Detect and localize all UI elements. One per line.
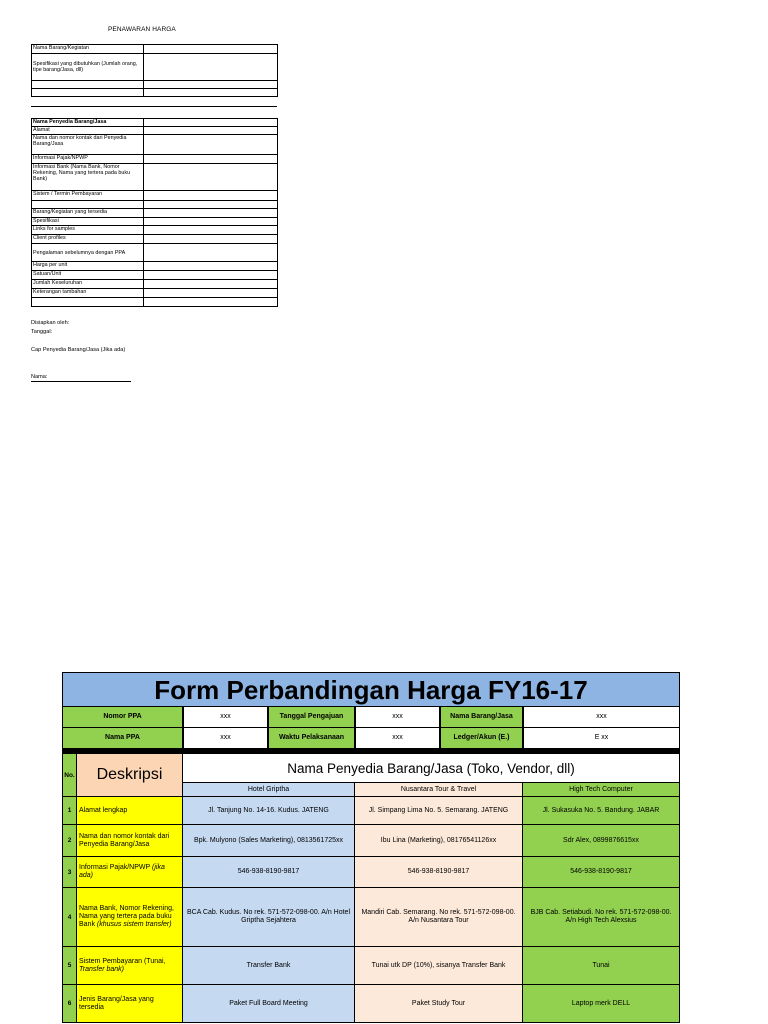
field-label: Pengalaman sebelumnya dengan PPA (32, 244, 144, 262)
prepared-by-label: Disiapkan oleh: (31, 320, 70, 326)
field-value[interactable] (144, 226, 278, 235)
field-label: Barang/Kegiatan yang tersedia (32, 209, 144, 218)
row-description: Sistem Pembayaran (Tunai, Transfer bank) (77, 947, 183, 985)
field-label: Nama Penyedia Barang/Jasa (32, 119, 144, 127)
row-number: 4 (62, 888, 77, 947)
field-label (32, 298, 144, 307)
row-description: Nama dan nomor kontak dari Penyedia Barang/Jasa (77, 825, 183, 857)
field-value[interactable] (144, 54, 278, 81)
field-value[interactable] (144, 81, 278, 89)
vendor-1-value[interactable]: Paket Full Board Meeting (183, 985, 355, 1023)
field-label: Informasi Bank (Nama Bank, Nomor Rekening, Nama yang tertera pada buku Bank) (32, 164, 144, 191)
nama-barang-value[interactable]: xxx (523, 707, 680, 728)
field-value[interactable] (144, 201, 278, 209)
row-description: Nama Bank, Nomor Rekening, Nama yang tertera pada buku Bank (khusus sistem transfer) (77, 888, 183, 947)
nomor-ppa-label: Nomor PPA (62, 707, 183, 728)
price-comparison-form (62, 672, 680, 1023)
waktu-label: Waktu Pelaksanaan (268, 728, 355, 749)
field-value[interactable] (144, 119, 278, 127)
vendor-3-value[interactable]: Laptop merk DELL (523, 985, 680, 1023)
field-value[interactable] (144, 235, 278, 244)
field-label: Alamat (32, 127, 144, 135)
field-value[interactable] (144, 262, 278, 271)
field-value[interactable] (144, 298, 278, 307)
vendor-1-value[interactable]: Jl. Tanjung No. 14-16. Kudus. JATENG (183, 797, 355, 825)
field-label: Keterangan tambahan (32, 289, 144, 298)
field-label: Jumlah Keseluruhan (32, 280, 144, 289)
nama-ppa-value[interactable]: xxx (183, 728, 268, 749)
field-value[interactable] (144, 191, 278, 201)
vendor-3-value[interactable]: Jl. Sukasuka No. 5. Bandung. JABAR (523, 797, 680, 825)
no-header: No. (62, 754, 77, 797)
field-label (32, 81, 144, 89)
vendor-2-value[interactable]: Mandiri Cab. Semarang. No rek. 571-572-098-00. A/n Nusantara Tour (355, 888, 523, 947)
row-description: Alamat lengkap (77, 797, 183, 825)
nomor-ppa-value[interactable]: xxx (183, 707, 268, 728)
comparison-title: Form Perbandingan Harga FY16-17 (62, 672, 680, 707)
field-value[interactable] (144, 289, 278, 298)
row-number: 3 (62, 857, 77, 888)
row-number: 5 (62, 947, 77, 985)
field-value[interactable] (144, 218, 278, 226)
form-title: PENAWARAN HARGA (108, 26, 176, 33)
field-value[interactable] (144, 45, 278, 54)
vendor-1-value[interactable]: Transfer Bank (183, 947, 355, 985)
vendor-2-value[interactable]: Paket Study Tour (355, 985, 523, 1023)
vendor-3-value[interactable]: Tunai (523, 947, 680, 985)
ledger-value[interactable]: E xx (523, 728, 680, 749)
vendor-2-value[interactable]: Ibu Lina (Marketing), 08176541126xx (355, 825, 523, 857)
field-label: Satuan/Unit (32, 271, 144, 280)
row-description: Informasi Pajak/NPWP (jika ada) (77, 857, 183, 888)
vendor-2-value[interactable]: Tunai utk DP (10%), sisanya Transfer Bank (355, 947, 523, 985)
signature-line (31, 381, 131, 382)
comparison-table (62, 754, 680, 1023)
item-request-table (31, 44, 278, 97)
field-label: Informasi Pajak/NPWP (32, 155, 144, 164)
vendor-2-value[interactable]: 546-938-8190-9817 (355, 857, 523, 888)
field-label (32, 201, 144, 209)
ledger-label: Ledger/Akun (E.) (440, 728, 523, 749)
field-value[interactable] (144, 89, 278, 97)
field-label: Client profiles (32, 235, 144, 244)
field-value[interactable] (144, 244, 278, 262)
date-label: Tanggal: (31, 329, 53, 335)
vendor-info-table (31, 118, 278, 307)
row-description: Jenis Barang/Jasa yang tersedia (77, 985, 183, 1023)
field-label: Sistem / Termin Pembayaran (32, 191, 144, 201)
field-label: Harga per unit (32, 262, 144, 271)
vendor-2-value[interactable]: Jl. Simpang Lima No. 5. Semarang. JATENG (355, 797, 523, 825)
field-value[interactable] (144, 135, 278, 155)
field-label: Spesifikasi yang dibutuhkan (Jumlah orang, tipe barang/Jasa, dll) (32, 54, 144, 81)
vendor-1-value[interactable]: Bpk. Mulyono (Sales Marketing), 0813561725xx (183, 825, 355, 857)
field-label: Spesifikasi (32, 218, 144, 226)
row-number: 6 (62, 985, 77, 1023)
vendor-name-1: Hotel Griptha (183, 783, 355, 797)
nama-barang-label: Nama Barang/Jasa (440, 707, 523, 728)
field-value[interactable] (144, 164, 278, 191)
tanggal-value[interactable]: xxx (355, 707, 440, 728)
vendor-3-value[interactable]: BJB Cab. Setiabudi. No rek. 571-572-098-00. A/n High Tech Alexsius (523, 888, 680, 947)
stamp-label: Cap Penyedia Barang/Jasa (Jika ada) (31, 347, 126, 353)
field-label: Nama dan nomor kontak dari Penyedia Barang/Jasa (32, 135, 144, 155)
field-label: Links for samples (32, 226, 144, 235)
deskripsi-header: Deskripsi (77, 754, 183, 797)
waktu-value[interactable]: xxx (355, 728, 440, 749)
vendor-group-header: Nama Penyedia Barang/Jasa (Toko, Vendor, dll) (183, 754, 680, 783)
field-value[interactable] (144, 280, 278, 289)
tanggal-label: Tanggal Pengajuan (268, 707, 355, 728)
field-label: Nama Barang/Kegiatan (32, 45, 144, 54)
field-value[interactable] (144, 155, 278, 164)
nama-ppa-label: Nama PPA (62, 728, 183, 749)
name-label: Nama: (31, 374, 48, 380)
vendor-1-value[interactable]: 546-938-8190-9817 (183, 857, 355, 888)
vendor-3-value[interactable]: Sdr Alex, 0899876615xx (523, 825, 680, 857)
vendor-1-value[interactable]: BCA Cab. Kudus. No rek. 571-572-098-00. A/n Hotel Griptha Sejahtera (183, 888, 355, 947)
vendor-3-value[interactable]: 546-938-8190-9817 (523, 857, 680, 888)
field-label (32, 89, 144, 97)
section-divider (31, 106, 277, 107)
row-number: 2 (62, 825, 77, 857)
field-value[interactable] (144, 127, 278, 135)
field-value[interactable] (144, 271, 278, 280)
meta-grid (62, 707, 680, 749)
vendor-name-2: Nusantara Tour & Travel (355, 783, 523, 797)
vendor-name-3: High Tech Computer (523, 783, 680, 797)
row-number: 1 (62, 797, 77, 825)
field-value[interactable] (144, 209, 278, 218)
